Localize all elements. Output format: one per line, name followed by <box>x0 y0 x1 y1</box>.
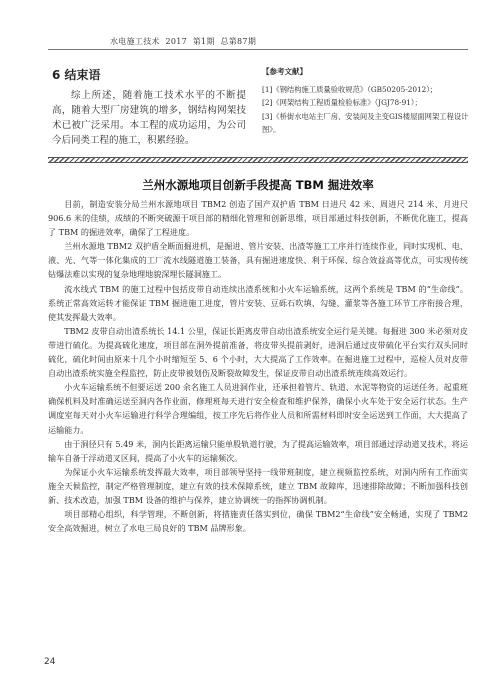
article-paragraph: 项目部精心组织，科学管理，不断创新，将措施责任落实到位，确保 TBM2“生命线”安全畅通，实现了 TBM2 安全高效掘进，树立了水电三局良好的 TBM 品牌形象。 <box>48 509 468 534</box>
reference-item: [3]《桥街水电站主厂房、安装间及主变GIS楼屋面网架工程设计图》。 <box>262 111 469 134</box>
article-body <box>48 197 468 535</box>
article-paragraph: 流水线式 TBM 的施工过程中包括皮带自动连续出渣系统和小火车运输系统，这两个系统是 TBM 的“生命线”。系统正常高效运转才能保证 TBM 掘进施工进度，管片安装、豆砾石吹填、勾缝、灌浆等各施工环节工序衔接合理，使其发挥最大效率。 <box>48 283 468 322</box>
article-paragraph: 兰州水源地 TBM2 双护盾全断面掘进机，是掘进、管片安装、出渣等施工工序并行连续作业，同时实现机、电、液、光、气等一体化集成的工厂流水线隧道施工装备，具有掘进速度快、利于环保、综合效益高等优点，可实现传统钻爆法难以实现的复杂地理地貌深埋长隧洞施工。 <box>48 241 468 280</box>
article-title: 兰州水源地项目创新手段提高 TBM 掘进效率 <box>142 178 374 192</box>
header-rule <box>48 49 468 50</box>
journal-total-issue: 总第87期 <box>220 37 257 46</box>
reference-item: [2]《网架结构工程质量检验标准》（JGJ78-91）； <box>262 98 422 107</box>
references <box>262 65 472 137</box>
article-paragraph: 为保证小火车运输系统发挥最大效率，项目部领导坚持一线带班制度，建立视频监控系统，对洞内所有工作面实施全天候监控，制定严格管理制度，建立有效的技术保障系统，建立 TBM 故障库，迅速排除故障；不断加强科技创新、技术改造，加强 TBM 设备的维护与保养，建立协调统一的指挥协调机制。 <box>48 466 468 505</box>
journal-issue: 第1期 <box>192 37 215 46</box>
article-paragraph: 目前，制造安装分局兰州水源地项目 TBM2 创造了国产双护盾 TBM 日进尺 42 米、周进尺 214 米、月进尺 906.6 米的佳绩，成绩的不断突破源于项目部的精细化管理和创新思维，项目部通过科技创新，不断优化施工，提高了 TBM 的掘进效率，确保了工程进度。 <box>48 199 468 238</box>
article-paragraph: 由于洞径只有 5.49 米，洞内长距离运输只能单股轨道行驶，为了提高运输效率，项目部通过浮动道叉技术，将运输车自备于浮动道叉区间，提高了小火车的运输频次。 <box>48 438 468 463</box>
page-number: 24 <box>44 657 56 667</box>
journal-name: 水电施工技术 <box>110 37 160 46</box>
section-divider <box>48 157 468 163</box>
reference-item: [1]《钢结构施工质量验收规范》（GB50205-2012）； <box>262 84 438 94</box>
article-paragraph: 小火车运输系统不但要运送 200 余名施工人员进洞作业，还承担着管片、轨道、水泥等物资的运送任务。起重班确保机料及时准确运送至洞内各作业面，修理班每天进行安全检查和维护保养，确保小火车处于安全运行状态。生产调度室每天对小火车运输进行科学合理编组，按工序先后将作业人员和所需材料即时安全运送到工作面，大大提高了运输能力。 <box>48 382 468 435</box>
header-text <box>110 36 256 47</box>
conclusion-heading: 6 结束语 <box>52 68 101 82</box>
conclusion-text: 综上所述，随着施工技术水平的不断提高，随着大型厂房建筑的增多，钢结构网架技术已被广泛采用。本工程的成功运用，为公司今后同类工程的施工，积累经验。 <box>52 90 246 146</box>
journal-year: 2017 <box>165 37 188 46</box>
article-paragraph: TBM2 皮带自动出渣系统长 14.1 公里，保证长距离皮带自动出渣系统安全运行是关键。每掘进 300 米必须对皮带进行硫化。为提高硫化速度，项目部在洞外提前准备，将皮带头提前剥好，进洞后通过皮带硫化平台实行双头同时硫化，硫化时间由原来十几个小时缩短至 5、6 个小时，大大提高了工作效率。在掘进施工过程中，巡检人员对皮带自动出渣系统实施全程监控，防止皮带被划伤及断裂故障发生，保证皮带自动出渣系统连续高效运行。 <box>48 325 468 379</box>
references-heading: 【参考文献】 <box>262 67 307 76</box>
